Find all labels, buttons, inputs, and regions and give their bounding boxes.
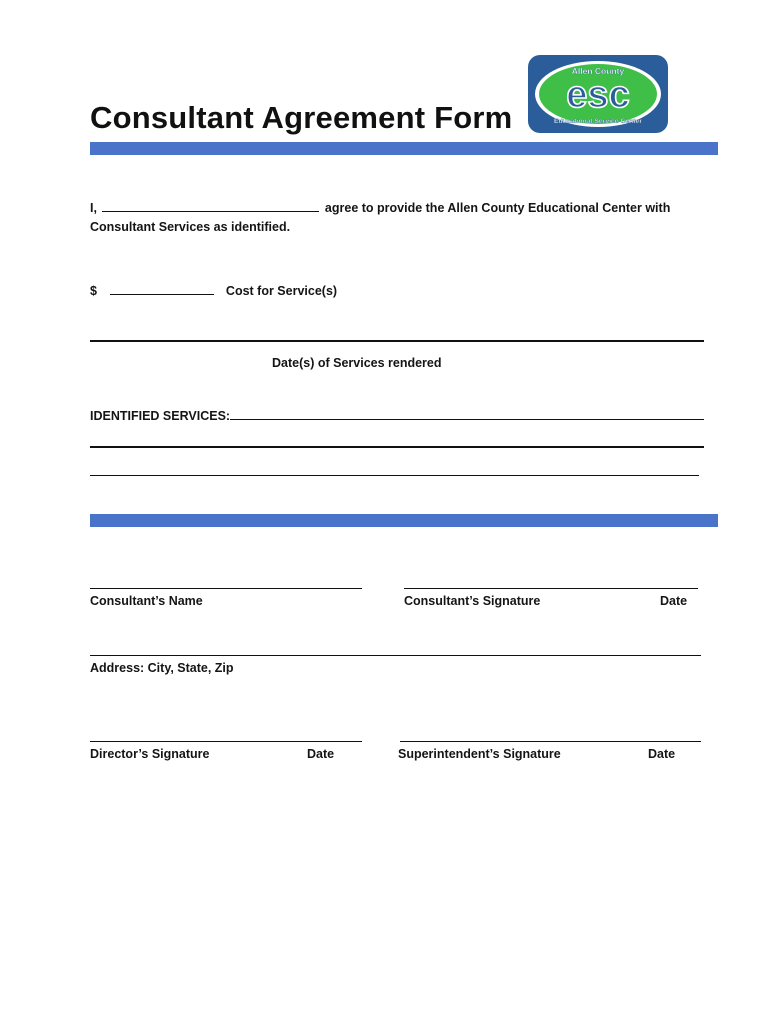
consultant-signature-label: Consultant’s Signature bbox=[404, 594, 541, 608]
logo-top-text: Allen County bbox=[571, 66, 625, 76]
page-title: Consultant Agreement Form bbox=[90, 100, 513, 135]
cost-row bbox=[90, 282, 337, 298]
director-signature-label: Director’s Signature bbox=[90, 747, 210, 761]
consultant-name-line[interactable] bbox=[90, 588, 362, 589]
agreement-prefix: I, bbox=[90, 201, 97, 215]
cost-label: Cost for Service(s) bbox=[225, 284, 338, 298]
services-blank-3[interactable] bbox=[90, 475, 699, 476]
agreement-line-2: Consultant Services as identified. bbox=[90, 220, 291, 234]
currency-symbol: $ bbox=[90, 284, 97, 298]
consultant-signature-line[interactable] bbox=[404, 588, 698, 589]
dates-blank-line[interactable] bbox=[90, 340, 704, 342]
agreement-line-1 bbox=[90, 199, 670, 215]
consultant-date-label: Date bbox=[660, 594, 688, 608]
superintendent-date-label: Date bbox=[648, 747, 676, 761]
consultant-name-blank[interactable] bbox=[102, 199, 319, 212]
logo-esc-text: esc bbox=[566, 74, 630, 116]
section-divider-bar bbox=[90, 514, 718, 527]
cost-blank[interactable] bbox=[110, 282, 214, 295]
superintendent-signature-line[interactable] bbox=[400, 741, 701, 742]
header-divider-bar bbox=[90, 142, 718, 155]
dates-label: Date(s) of Services rendered bbox=[272, 356, 442, 370]
address-line[interactable] bbox=[90, 655, 701, 656]
director-date-label: Date bbox=[307, 747, 335, 761]
services-label: IDENTIFIED SERVICES: bbox=[90, 409, 231, 423]
superintendent-signature-label: Superintendent’s Signature bbox=[398, 747, 561, 761]
services-blank-2[interactable] bbox=[90, 446, 704, 448]
director-signature-line[interactable] bbox=[90, 741, 362, 742]
services-blank-1[interactable] bbox=[230, 407, 704, 420]
esc-logo bbox=[528, 55, 668, 133]
services-row bbox=[90, 407, 704, 423]
agreement-suffix: agree to provide the Allen County Educational Center with bbox=[324, 201, 671, 215]
logo-bottom-text: Educational Service Center bbox=[553, 118, 643, 125]
consultant-name-label: Consultant’s Name bbox=[90, 594, 203, 608]
address-label: Address: City, State, Zip bbox=[90, 661, 234, 675]
